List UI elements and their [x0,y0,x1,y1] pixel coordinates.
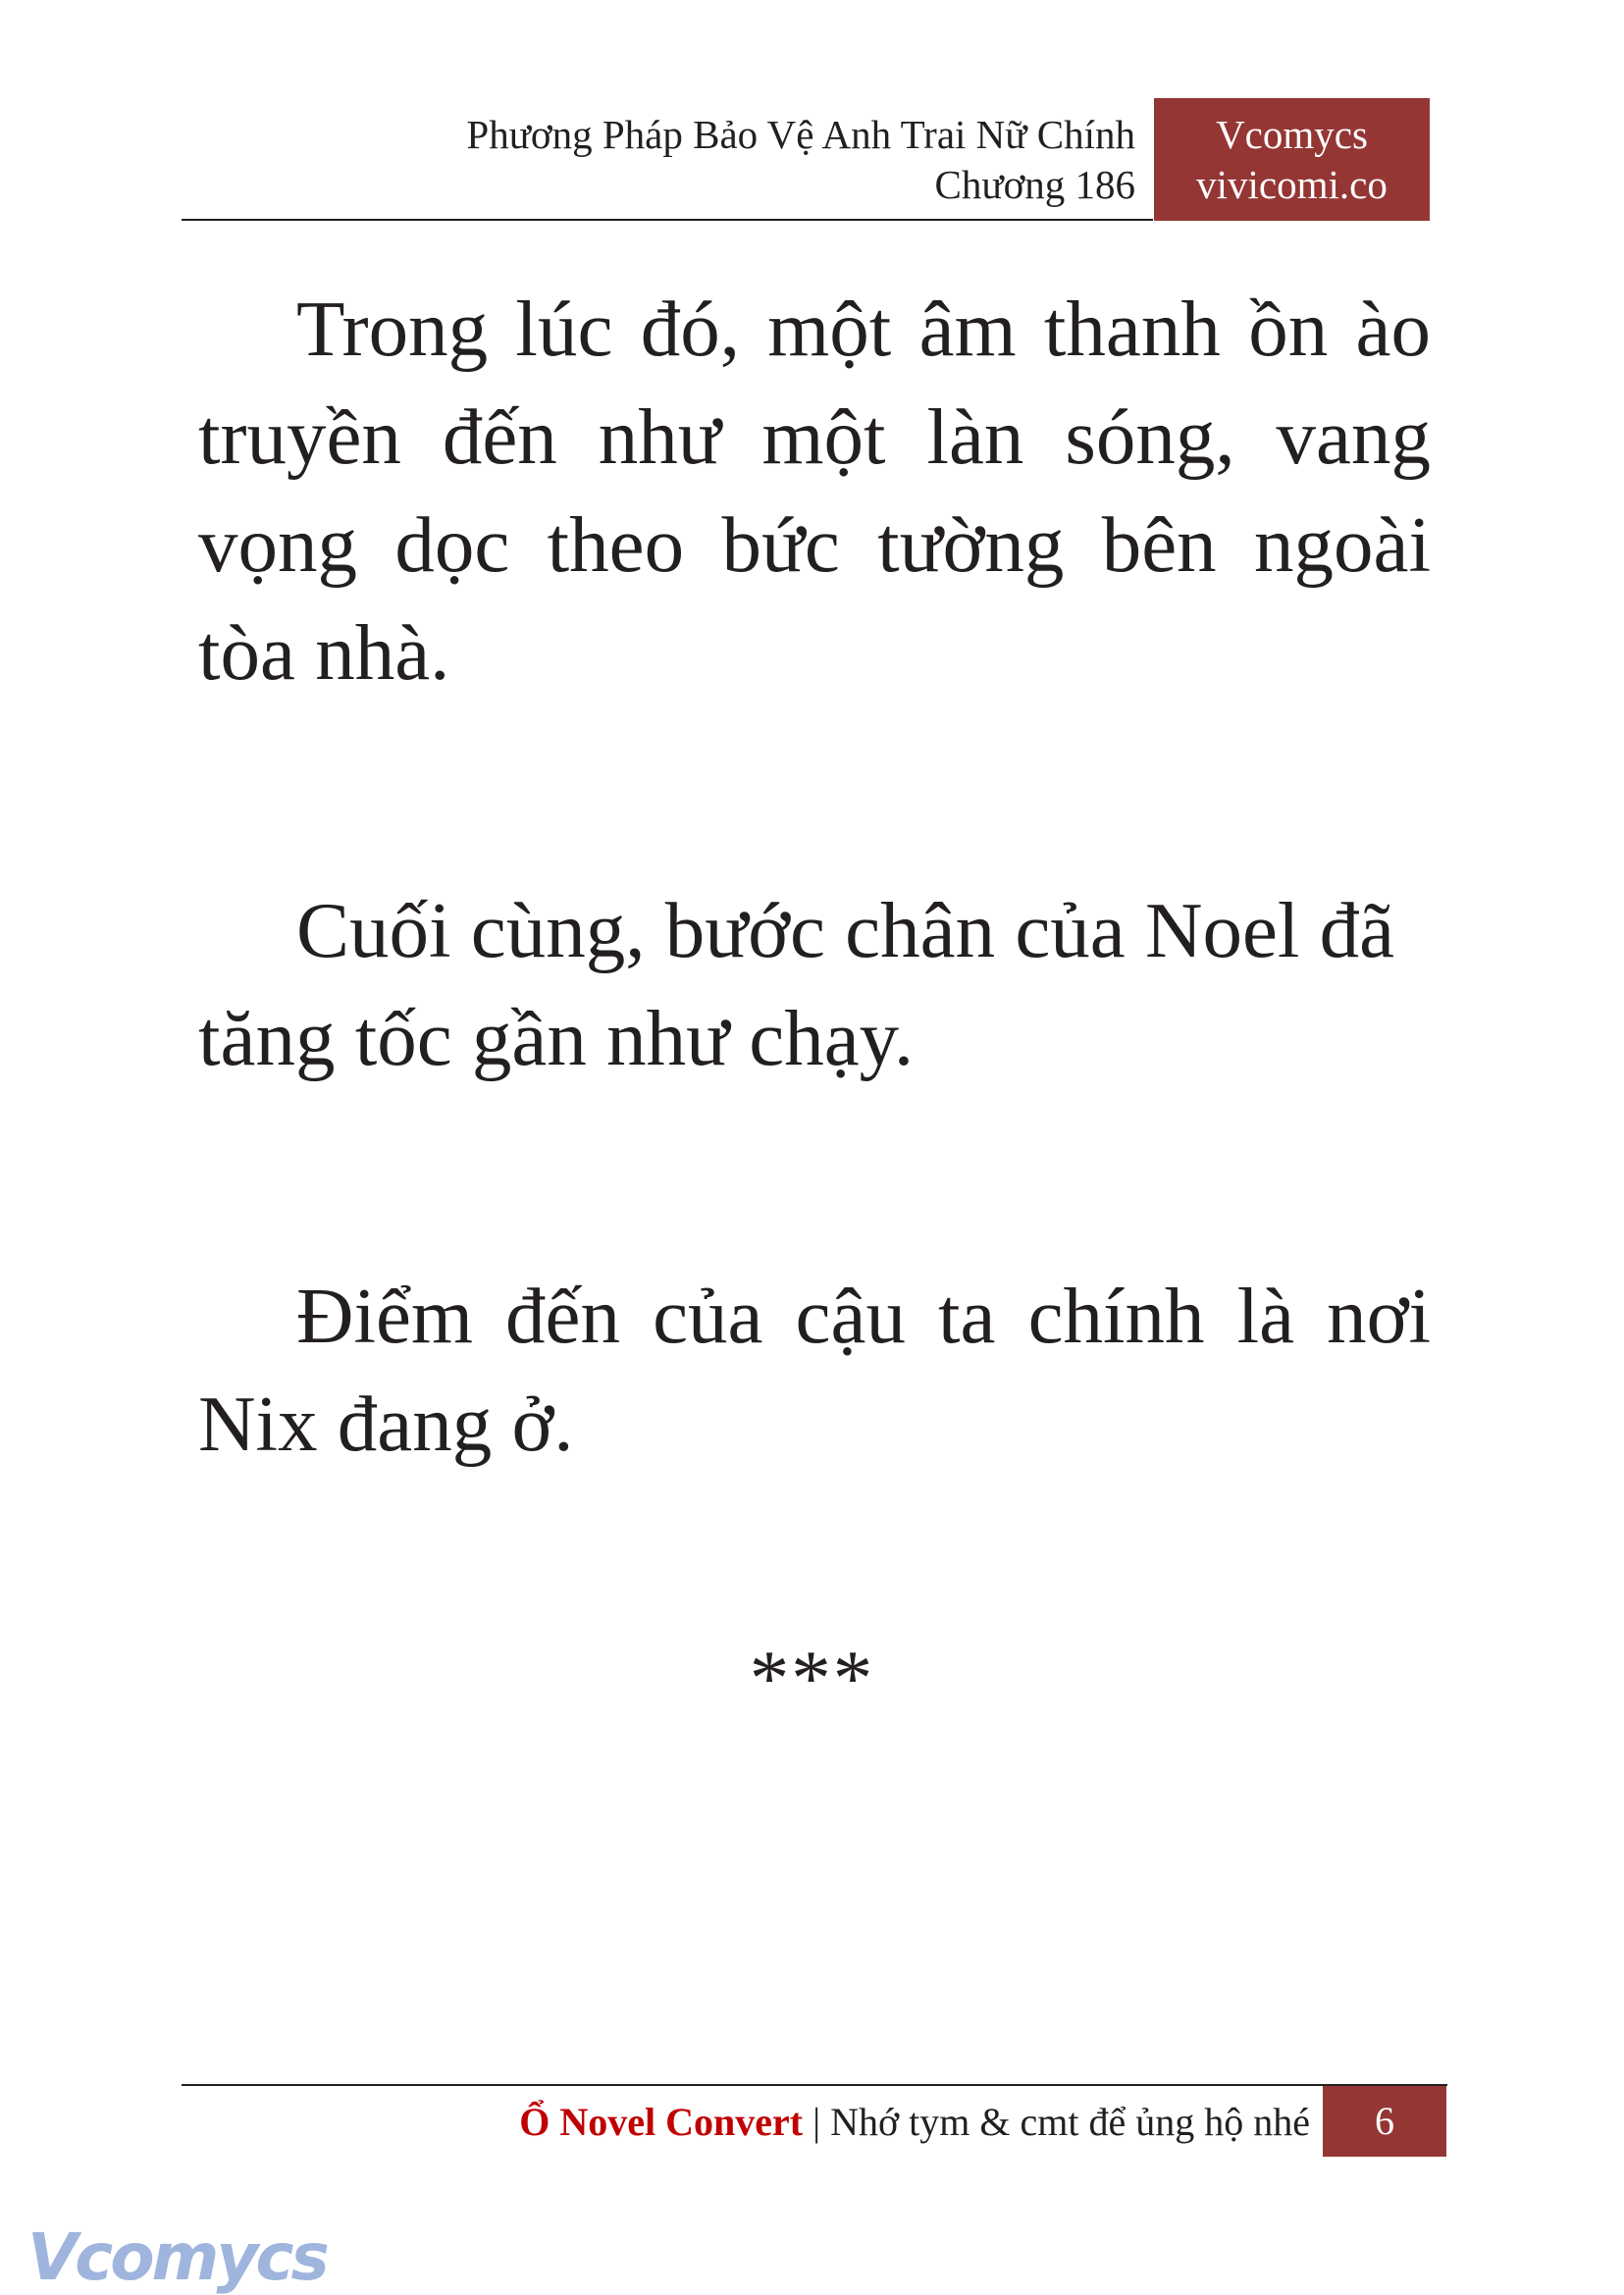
section-separator: *** [749,1634,875,1722]
chapter-label: Chương 186 [934,162,1135,207]
page-header [182,98,1430,220]
footer-separator: | [812,2100,821,2144]
footer-divider [182,2084,1447,2086]
paragraph-3: Điểm đến của cậu ta chính là nơi Nix đang ở. [198,1272,1431,1468]
watermark-text: Vcomycs [27,2219,327,2295]
book-title: Phương Pháp Bảo Vệ Anh Trai Nữ Chính [466,112,1135,157]
page-number: 6 [1323,2086,1446,2157]
paragraph-1: Trong lúc đó, một âm thanh ồn ào truyền đến như một làn sóng, vang vọng dọc theo bức tường bên ngoài tòa nhà. [198,285,1431,697]
footer-brand: Ổ Novel Convert [519,2100,804,2144]
site-url: vivicomi.co [1196,162,1388,207]
paragraph-2: Cuối cùng, bước chân của Noel đã tăng tốc gần như chạy. [198,886,1395,1082]
footer-note [519,2096,1310,2149]
footer-message: Nhớ tym & cmt để ủng hộ nhé [830,2100,1310,2144]
site-name: Vcomycs [1216,112,1368,157]
watermark-logo [27,2219,327,2295]
header-title-block [466,110,1135,210]
site-badge [1154,98,1430,221]
chapter-content [198,275,1431,1647]
header-divider [182,219,1153,221]
